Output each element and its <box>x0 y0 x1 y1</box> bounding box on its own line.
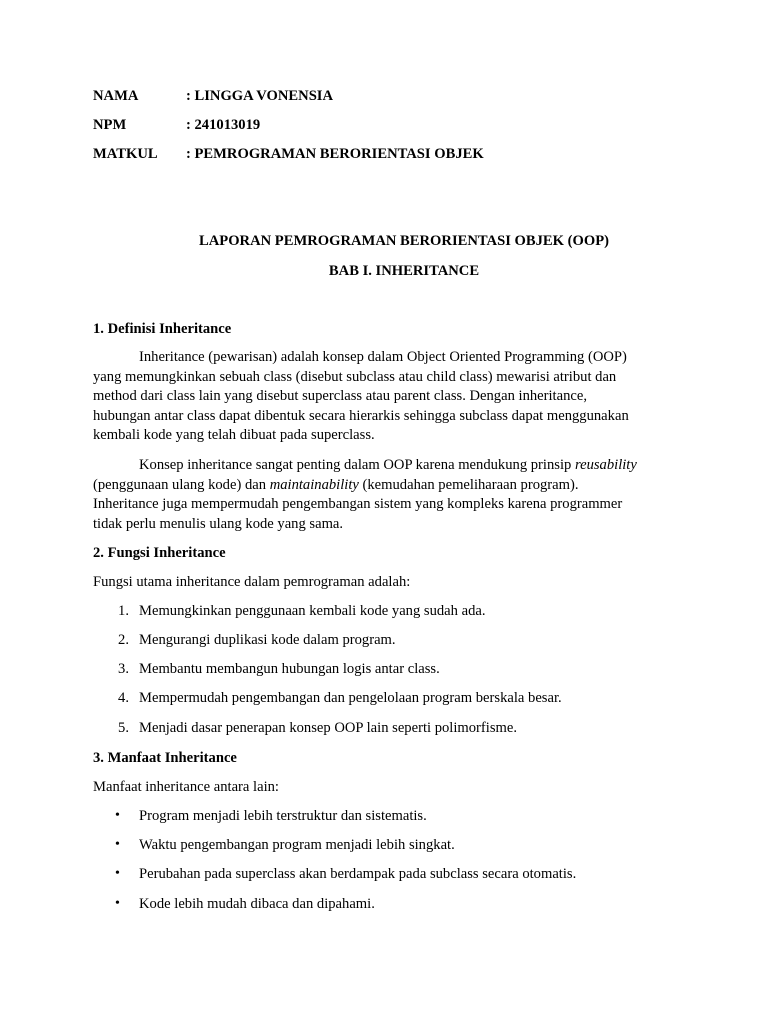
definisi-p2-text: (penggunaan ulang kode) dan <box>93 476 270 493</box>
section-fungsi-heading: 2. Fungsi Inheritance <box>93 545 226 561</box>
reusability-term: reusability <box>574 457 637 473</box>
definisi-p1-line: method dari class lain yang disebut superclass atau parent class. Dengan inheritance, <box>93 388 587 405</box>
nama-value: : LINGGA VONENSIA <box>186 88 334 104</box>
fungsi-item-text: Menjadi dasar penerapan konsep OOP lain seperti polimorfisme. <box>139 720 517 736</box>
fungsi-item-number: 3. <box>118 661 129 677</box>
bullet-icon: • <box>115 808 120 823</box>
matkul-label: MATKUL <box>93 146 158 162</box>
fungsi-item-number: 1. <box>118 603 129 619</box>
manfaat-intro: Manfaat inheritance antara lain: <box>93 779 279 795</box>
definisi-p2-line <box>93 476 715 496</box>
chapter-title: BAB I. INHERITANCE <box>328 263 480 279</box>
section-manfaat-heading: 3. Manfaat Inheritance <box>93 750 237 766</box>
definisi-p2-line: tidak perlu menulis ulang kode yang sama. <box>93 515 344 532</box>
section-definisi-heading: 1. Definisi Inheritance <box>93 321 232 337</box>
nama-label: NAMA <box>93 88 139 104</box>
definisi-p2-line: Inheritance juga mempermudah pengembangan sistem yang kompleks karena programmer <box>93 496 623 513</box>
report-title: LAPORAN PEMROGRAMAN BERORIENTASI OBJEK (OOP) <box>199 233 609 249</box>
fungsi-item-text: Mempermudah pengembangan dan pengelolaan program berskala besar. <box>139 690 562 706</box>
fungsi-intro: Fungsi utama inheritance dalam pemrograman adalah: <box>93 574 411 590</box>
bullet-icon: • <box>115 866 120 881</box>
manfaat-item-text: Perubahan pada superclass akan berdampak pada subclass secara otomatis. <box>139 866 577 882</box>
definisi-p1-line: Inheritance (pewarisan) adalah konsep dalam Object Oriented Programming (OOP) <box>139 349 627 365</box>
fungsi-item-number: 2. <box>118 632 129 648</box>
matkul-value: : PEMROGRAMAN BERORIENTASI OBJEK <box>186 146 484 162</box>
fungsi-item-number: 5. <box>118 720 129 736</box>
fungsi-item-text: Membantu membangun hubungan logis antar class. <box>139 661 440 677</box>
maintainability-term: maintainability <box>269 476 359 493</box>
fungsi-item-text: Memungkinkan penggunaan kembali kode yang sudah ada. <box>139 603 486 619</box>
definisi-p2-text: Konsep inheritance sangat penting dalam OOP karena mendukung prinsip <box>139 457 575 473</box>
fungsi-item-text: Mengurangi duplikasi kode dalam program. <box>139 632 396 648</box>
bullet-icon: • <box>115 837 120 852</box>
manfaat-item-text: Kode lebih mudah dibaca dan dipahami. <box>139 896 375 912</box>
fungsi-item-number: 4. <box>118 690 129 706</box>
definisi-p2-text: (kemudahan pemeliharaan program). <box>358 476 579 493</box>
definisi-paragraph-1 <box>93 348 715 446</box>
bullet-icon: • <box>115 896 120 911</box>
definisi-p1-line: hubungan antar class dapat dibentuk secara hierarkis sehingga subclass dapat menggunakan <box>93 407 629 424</box>
definisi-p1-line: kembali kode yang telah dibuat pada superclass. <box>93 427 375 444</box>
definisi-paragraph-2 <box>93 456 715 534</box>
definisi-p1-line: yang memungkinkan sebuah class (disebut subclass atau child class) mewarisi atribut dan <box>93 368 617 385</box>
manfaat-item-text: Waktu pengembangan program menjadi lebih singkat. <box>139 837 455 853</box>
npm-label: NPM <box>93 117 127 133</box>
definisi-p2-line <box>93 456 715 476</box>
npm-value: : 241013019 <box>186 117 261 133</box>
manfaat-item-text: Program menjadi lebih terstruktur dan sistematis. <box>139 808 427 824</box>
